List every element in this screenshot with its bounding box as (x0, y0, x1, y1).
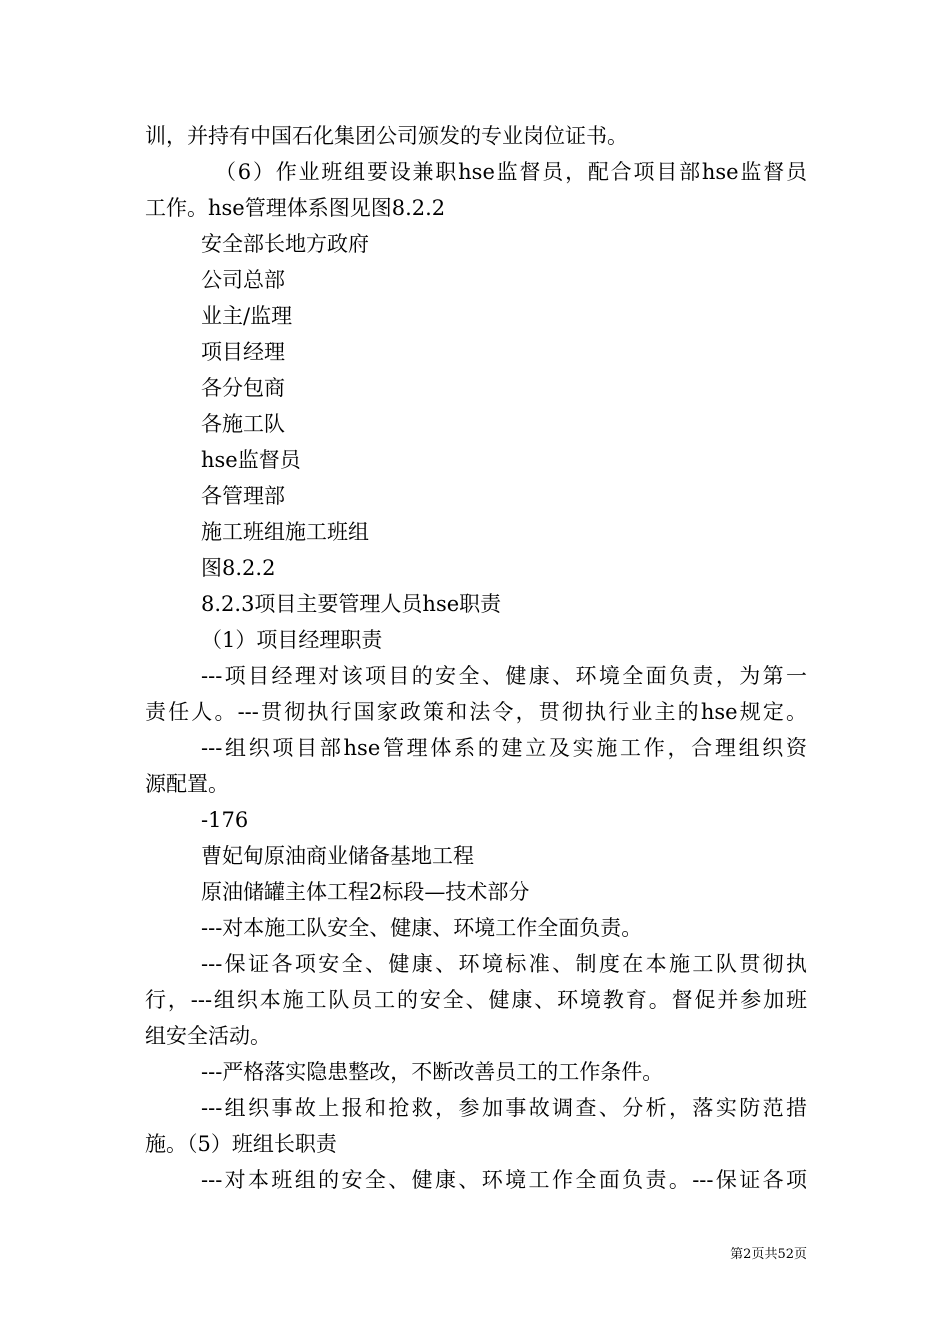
text-line: （6）作业班组要设兼职hse监督员，配合项目部hse监督员 (215, 160, 807, 184)
subsection-heading: （1）项目经理职责 (201, 628, 383, 652)
text-line: ---严格落实隐患整改，不断改善员工的工作条件。 (201, 1060, 664, 1084)
text-line: 源配置。 (145, 772, 229, 796)
chart-node-label: 各分包商 (201, 376, 285, 400)
section-heading: 8.2.3项目主要管理人员hse职责 (201, 592, 502, 616)
page-marker: -176 (201, 808, 249, 832)
text-line: 组安全活动。 (145, 1024, 271, 1048)
text-line: ---组织项目部hse管理体系的建立及实施工作，合理组织资 (201, 736, 807, 760)
chart-node-label: 安全部长地方政府 (201, 232, 369, 256)
document-body (145, 118, 807, 1198)
chart-node-label: 施工班组施工班组 (201, 520, 369, 544)
text-line: 施。（5）班组长职责 (145, 1132, 337, 1156)
text-line: ---项目经理对该项目的安全、健康、环境全面负责，为第一 (201, 664, 807, 688)
text-line: ---对本班组的安全、健康、环境工作全面负责。---保证各项 (201, 1168, 807, 1192)
figure-caption: 图8.2.2 (201, 556, 276, 580)
page-footer: 第2页共52页 (730, 1247, 807, 1262)
project-title: 曹妃甸原油商业储备基地工程 (201, 844, 474, 868)
text-line: 行，---组织本施工队员工的安全、健康、环境教育。督促并参加班 (145, 988, 807, 1012)
chart-node-label: hse监督员 (201, 448, 301, 472)
text-line: 责任人。---贯彻执行国家政策和法令，贯彻执行业主的hse规定。 (145, 700, 807, 724)
chart-node-label: 各施工队 (201, 412, 285, 436)
project-subtitle: 原油储罐主体工程2标段—技术部分 (201, 880, 530, 904)
chart-node-label: 各管理部 (201, 484, 285, 508)
text-line: 训，并持有中国石化集团公司颁发的专业岗位证书。 (145, 124, 628, 148)
text-line: ---组织事故上报和抢救，参加事故调查、分析，落实防范措 (201, 1096, 807, 1120)
text-line: ---保证各项安全、健康、环境标准、制度在本施工队贯彻执 (201, 952, 807, 976)
chart-node-label: 业主/监理 (201, 304, 293, 328)
text-line: 工作。hse管理体系图见图8.2.2 (145, 196, 446, 220)
chart-node-label: 公司总部 (201, 268, 285, 292)
chart-node-label: 项目经理 (201, 340, 285, 364)
text-line: ---对本施工队安全、健康、环境工作全面负责。 (201, 916, 643, 940)
